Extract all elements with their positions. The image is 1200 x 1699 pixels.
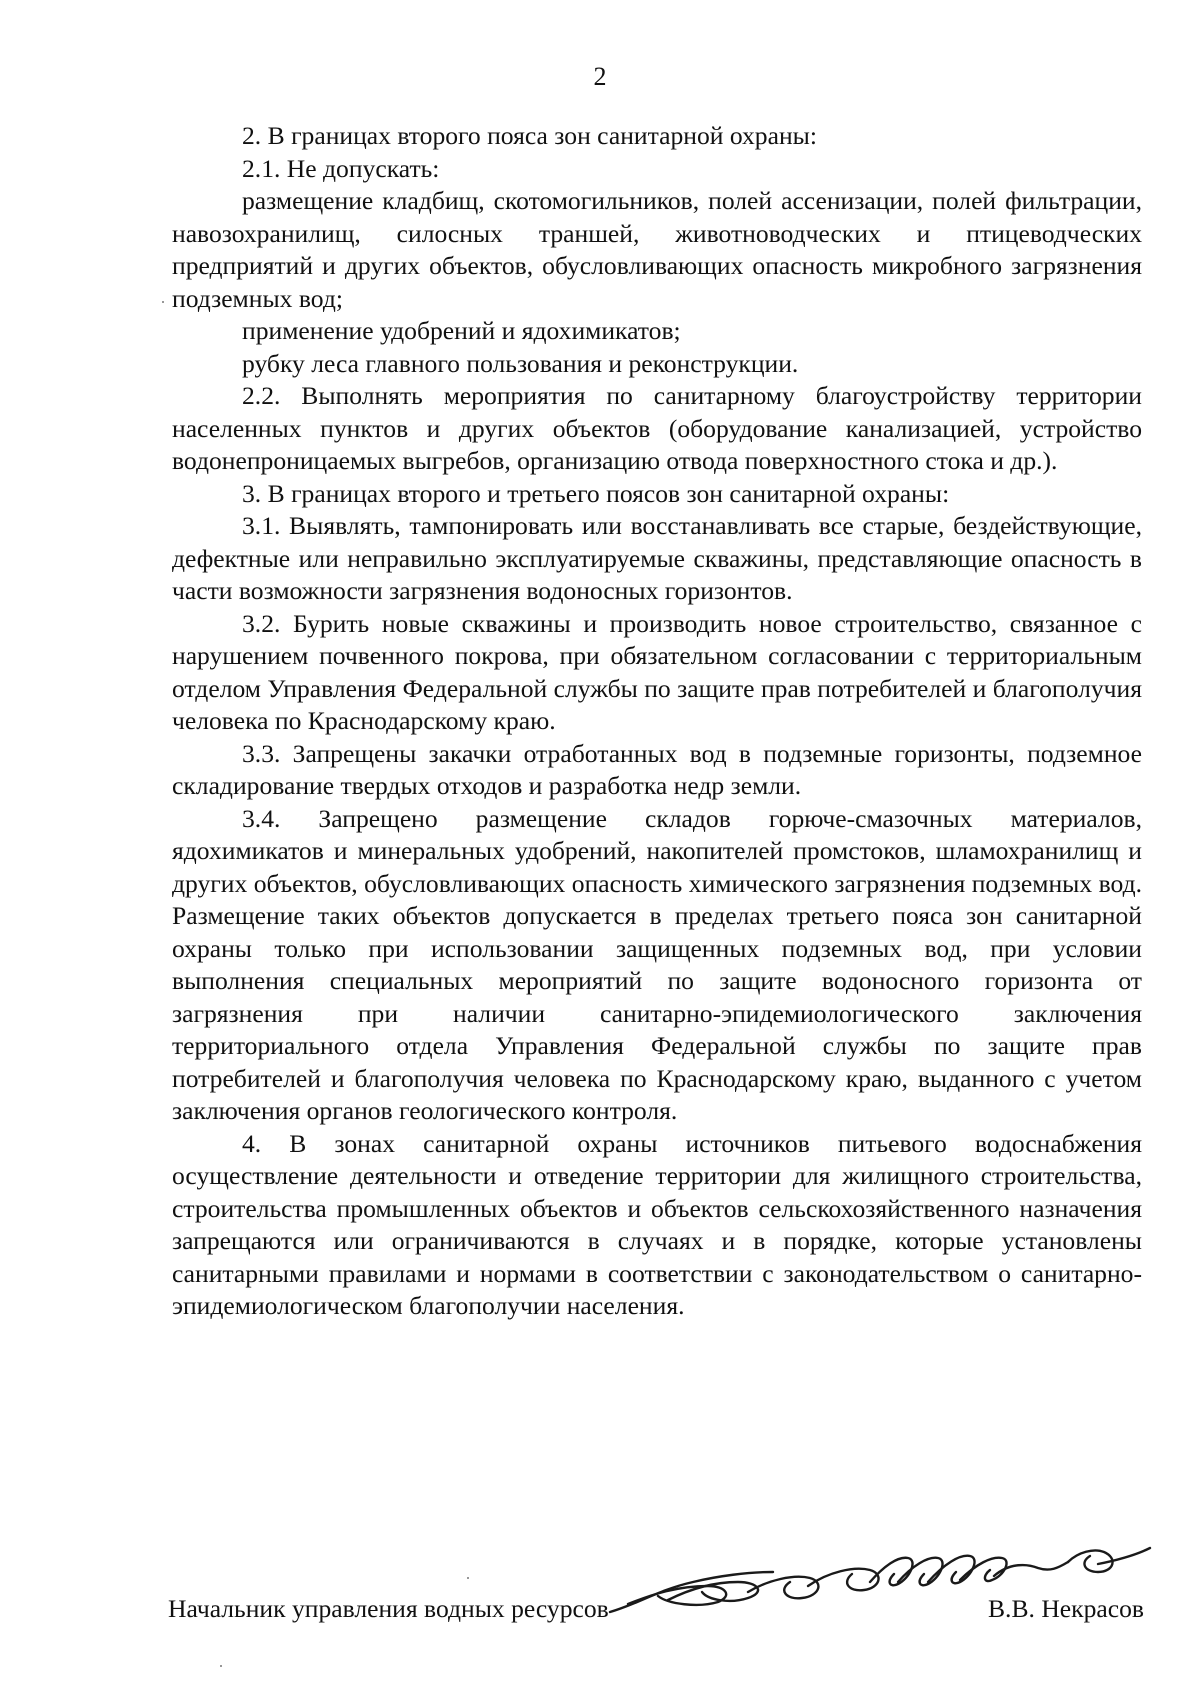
paragraph-3-4: 3.4. Запрещено размещение складов горюче-смазочных материалов, ядохимикатов и минеральных удобрений, накопителей промстоков, шламохранилищ и других объектов, обусловливающих опасность химического загрязнения подземных вод. Размещение таких объектов допускается в пределах третьего пояса зон санитарной охраны только при использовании защищенных подземных вод, при условии выполнения специальных мероприятий по защите водоносного горизонта от загрязнения при наличии санитарно-эпидемиологического заключения территориального отдела Управления Федеральной службы по защите прав потребителей и благополучия человека по Краснодарскому краю, выданного с учетом заключения органов геологического контроля. — [172, 803, 1142, 1125]
paragraph-3-2: 3.2. Бурить новые скважины и производить новое строительство, связанное с нарушением почвенного покрова, при обязательном согласовании с территориальным отделом Управления Федеральной службы по защите прав потребителей и благополучия человека по Краснодарскому краю. — [172, 608, 1142, 735]
signatory-title: Начальник управления водных ресурсов — [168, 1594, 609, 1623]
document-body — [172, 120, 1142, 1323]
paragraph-3-1: 3.1. Выявлять, тампонировать или восстанавливать все старые, бездействующие, дефектные или неправильно эксплуатируемые скважины, представляющие опасность в части возможности загрязнения водоносных горизонтов. — [172, 511, 1142, 605]
paragraph-4: 4. В зонах санитарной охраны источников питьевого водоснабжения осуществление деятельности и отведение территории для жилищного строительства, строительства промышленных объектов и объектов сельскохозяйственного назначения запрещаются или ограничиваются в случаях и в порядке, которые установлены санитарными правилами и нормами в соответствии с законодательством о санитарно-эпидемиологическом благополучии населения. — [172, 1128, 1142, 1320]
signatory-name: В.В. Некрасов — [987, 1594, 1144, 1623]
paragraph-2-2: 2.2. Выполнять мероприятия по санитарному благоустройству территории населенных пунктов и других объектов (оборудование канализацией, устройство водонепроницаемых выгребов, организацию отвода поверхностного стока и др.). — [172, 381, 1142, 475]
paragraph-2-1-item-1: размещение кладбищ, скотомогильников, полей ассенизации, полей фильтрации, навозохранилищ, силосных траншей, животноводческих и птицеводческих предприятий и других объектов, обусловливающих опасность микробного загрязнения подземных вод; — [172, 186, 1142, 313]
paragraph-2-1-item-3: рубку леса главного пользования и реконструкции. — [242, 348, 799, 378]
paragraph-3: 3. В границах второго и третьего поясов зон санитарной охраны: — [242, 478, 950, 508]
signature-block — [168, 1594, 1144, 1644]
paragraph-3-3: 3.3. Запрещены закачки отработанных вод в подземные горизонты, подземное складирование твердых отходов и разработка недр земли. — [172, 738, 1142, 800]
paragraph-2: 2. В границах второго пояса зон санитарной охраны: — [242, 121, 817, 150]
paragraph-2-1-item-2: применение удобрений и ядохимикатов; — [242, 316, 681, 345]
page-number: 2 — [593, 62, 607, 91]
paragraph-2-1: 2.1. Не допускать: — [242, 153, 440, 183]
